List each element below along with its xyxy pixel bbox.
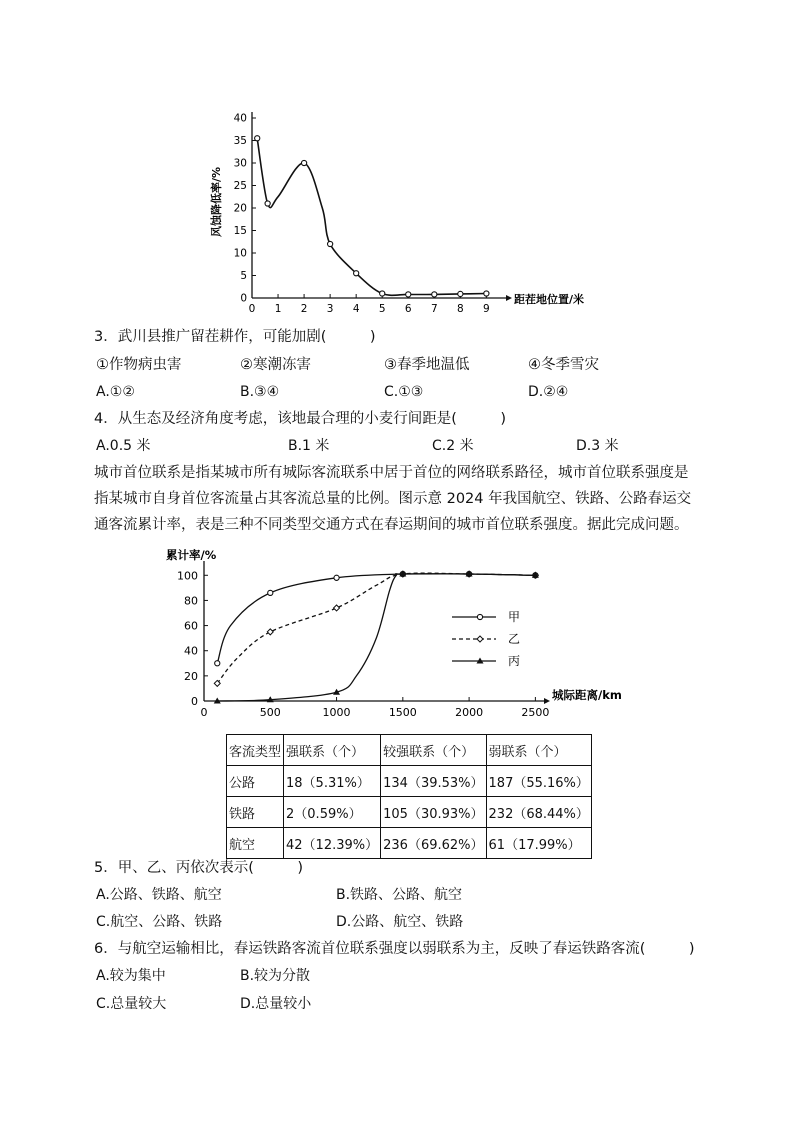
- table-cell: 187（55.16%）: [486, 766, 591, 797]
- table-cell: 232（68.44%）: [486, 797, 591, 828]
- x-tick-label: 9: [483, 303, 490, 315]
- link-strength-table: [226, 734, 592, 859]
- data-point: [380, 291, 385, 296]
- question-3-option-a[interactable]: A.①②: [96, 384, 135, 400]
- question-6-stem: 6．与航空运输相比，春运铁路客流首位联系强度以弱联系为主，反映了春运铁路客流( ): [94, 941, 695, 957]
- question-4-option-c[interactable]: C.2 米: [432, 438, 474, 454]
- x-tick-label: 1500: [388, 706, 417, 719]
- wind-erosion-chart: [200, 100, 620, 322]
- series-point-2: [267, 629, 273, 635]
- question-5-option-d[interactable]: D.公路、航空、铁路: [336, 914, 464, 930]
- data-point: [301, 160, 306, 165]
- series-point-1: [334, 575, 339, 580]
- legend-label-2: 乙: [508, 632, 521, 646]
- data-point: [354, 271, 359, 276]
- data-point: [458, 291, 463, 296]
- data-line: [257, 138, 486, 295]
- question-3-item-2: ②寒潮冻害: [240, 357, 311, 373]
- table-cell: 61（17.99%）: [486, 828, 591, 859]
- y-tick-label: 40: [233, 112, 247, 125]
- y-tick-label: 5: [240, 270, 247, 282]
- table-header-cell: 强联系（个）: [284, 735, 381, 766]
- legend-marker-2: [477, 636, 483, 642]
- x-tick-label: 0: [200, 706, 208, 719]
- table-cell: 42（12.39%）: [284, 828, 381, 859]
- series-point-1: [268, 590, 273, 595]
- question-6-option-d[interactable]: D.总量较小: [240, 996, 312, 1012]
- x-tick-label: 2: [300, 303, 308, 315]
- y-tick-label: 20: [233, 202, 247, 215]
- legend-marker-1: [477, 614, 482, 619]
- data-point: [255, 136, 260, 141]
- data-point: [484, 291, 489, 296]
- table-row: [227, 797, 592, 828]
- y-tick-label: 80: [184, 594, 198, 608]
- x-tick-label: 6: [404, 303, 412, 315]
- x-tick-label: 1: [274, 303, 282, 315]
- y-tick-label: 0: [240, 292, 247, 305]
- question-5-option-b[interactable]: B.铁路、公路、航空: [336, 887, 463, 903]
- table-row: [227, 828, 592, 859]
- table-header-cell: 弱联系（个）: [486, 735, 591, 766]
- data-point: [432, 292, 437, 297]
- y-tick-label: 30: [233, 157, 247, 170]
- question-3-option-c[interactable]: C.①③: [384, 384, 424, 400]
- question-4-option-a[interactable]: A.0.5 米: [96, 438, 151, 454]
- passenger-flow-chart: [160, 545, 660, 723]
- y-tick-label: 25: [233, 180, 247, 192]
- question-5-option-c[interactable]: C.航空、公路、铁路: [96, 914, 223, 930]
- x-tick-label: 2500: [521, 706, 550, 719]
- y-tick-label: 60: [184, 619, 198, 633]
- table-cell: 105（30.93%）: [381, 797, 486, 828]
- x-tick-label: 7: [430, 303, 438, 315]
- table-header-row: [227, 735, 592, 766]
- table-cell: 236（69.62%）: [381, 828, 486, 859]
- y-tick-label: 40: [184, 644, 198, 658]
- y-tick-label: 20: [184, 669, 198, 683]
- x-axis-label: 距茬地位置/米: [514, 293, 585, 306]
- x-tick-label: 5: [378, 303, 386, 315]
- question-3-stem: 3．武川县推广留茬耕作，可能加剧( ): [94, 329, 376, 345]
- question-6-option-a[interactable]: A.较为集中: [96, 968, 166, 984]
- y-tick-label: 10: [233, 247, 247, 260]
- x-tick-label: 8: [456, 303, 464, 315]
- question-5-stem: 5．甲、乙、丙依次表示( ): [94, 860, 304, 876]
- series-line-2: [217, 573, 535, 683]
- x-tick-label: 4: [352, 303, 360, 315]
- series-line-3: [217, 574, 535, 701]
- series-point-2: [334, 605, 340, 611]
- table-header-cell: 客流类型: [227, 735, 284, 766]
- passage-text: 城市首位联系是指某城市所有城际客流联系中居于首位的网络联系路径，城市首位联系强度是指某城市自身首位客流量占其客流总量的比例。图示意 2024 年我国航空、铁路、公路春运交通客流累计率，表是三种不同类型交通方式在春运期间的城市首位联系强度。据此完成问题。: [94, 465, 692, 533]
- table-cell: 航空: [227, 828, 284, 859]
- x-tick-label: 500: [259, 706, 281, 719]
- data-point: [406, 292, 411, 297]
- question-3-item-1: ①作物病虫害: [96, 357, 182, 373]
- y-axis-label: 风蚀降低率/%: [210, 166, 223, 238]
- legend-label-3: 丙: [508, 654, 521, 668]
- question-6-option-b[interactable]: B.较为分散: [240, 968, 311, 984]
- x-axis-arrow: [544, 698, 550, 704]
- table-cell: 134（39.53%）: [381, 766, 486, 797]
- table-cell: 18（5.31%）: [284, 766, 381, 797]
- table-header-cell: 较强联系（个）: [381, 735, 486, 766]
- table-cell: 铁路: [227, 797, 284, 828]
- table-cell: 公路: [227, 766, 284, 797]
- x-tick-label: 2000: [455, 706, 484, 719]
- question-3-item-4: ④冬季雪灾: [528, 357, 599, 373]
- series-point-1: [215, 661, 220, 666]
- y-tick-label: 100: [177, 569, 198, 583]
- question-3-option-d[interactable]: D.②④: [528, 384, 569, 400]
- y-tick-label: 0: [191, 695, 198, 708]
- data-point: [328, 241, 333, 246]
- question-4-option-d[interactable]: D.3 米: [576, 438, 619, 454]
- question-4-stem: 4．从生态及经济角度考虑，该地最合理的小麦行间距是( ): [94, 411, 507, 427]
- question-3-option-b[interactable]: B.③④: [240, 384, 280, 400]
- y-tick-label: 35: [233, 135, 247, 147]
- x-axis-label: 城际距离/km: [552, 688, 622, 702]
- x-axis-arrow: [506, 295, 512, 301]
- y-axis-label: 累计率/%: [166, 548, 217, 562]
- x-tick-label: 3: [326, 303, 334, 315]
- x-tick-label: 0: [248, 303, 256, 315]
- table-row: [227, 766, 592, 797]
- question-6-option-c[interactable]: C.总量较大: [96, 996, 167, 1012]
- data-point: [265, 201, 270, 206]
- y-tick-label: 15: [233, 225, 247, 237]
- question-4-option-b[interactable]: B.1 米: [288, 438, 330, 454]
- table-cell: 2（0.59%）: [284, 797, 381, 828]
- question-3-item-3: ③春季地温低: [384, 357, 470, 373]
- x-tick-label: 1000: [322, 706, 351, 719]
- series-line-1: [217, 574, 535, 664]
- question-5-option-a[interactable]: A.公路、铁路、航空: [96, 887, 222, 903]
- legend-label-1: 甲: [508, 610, 521, 624]
